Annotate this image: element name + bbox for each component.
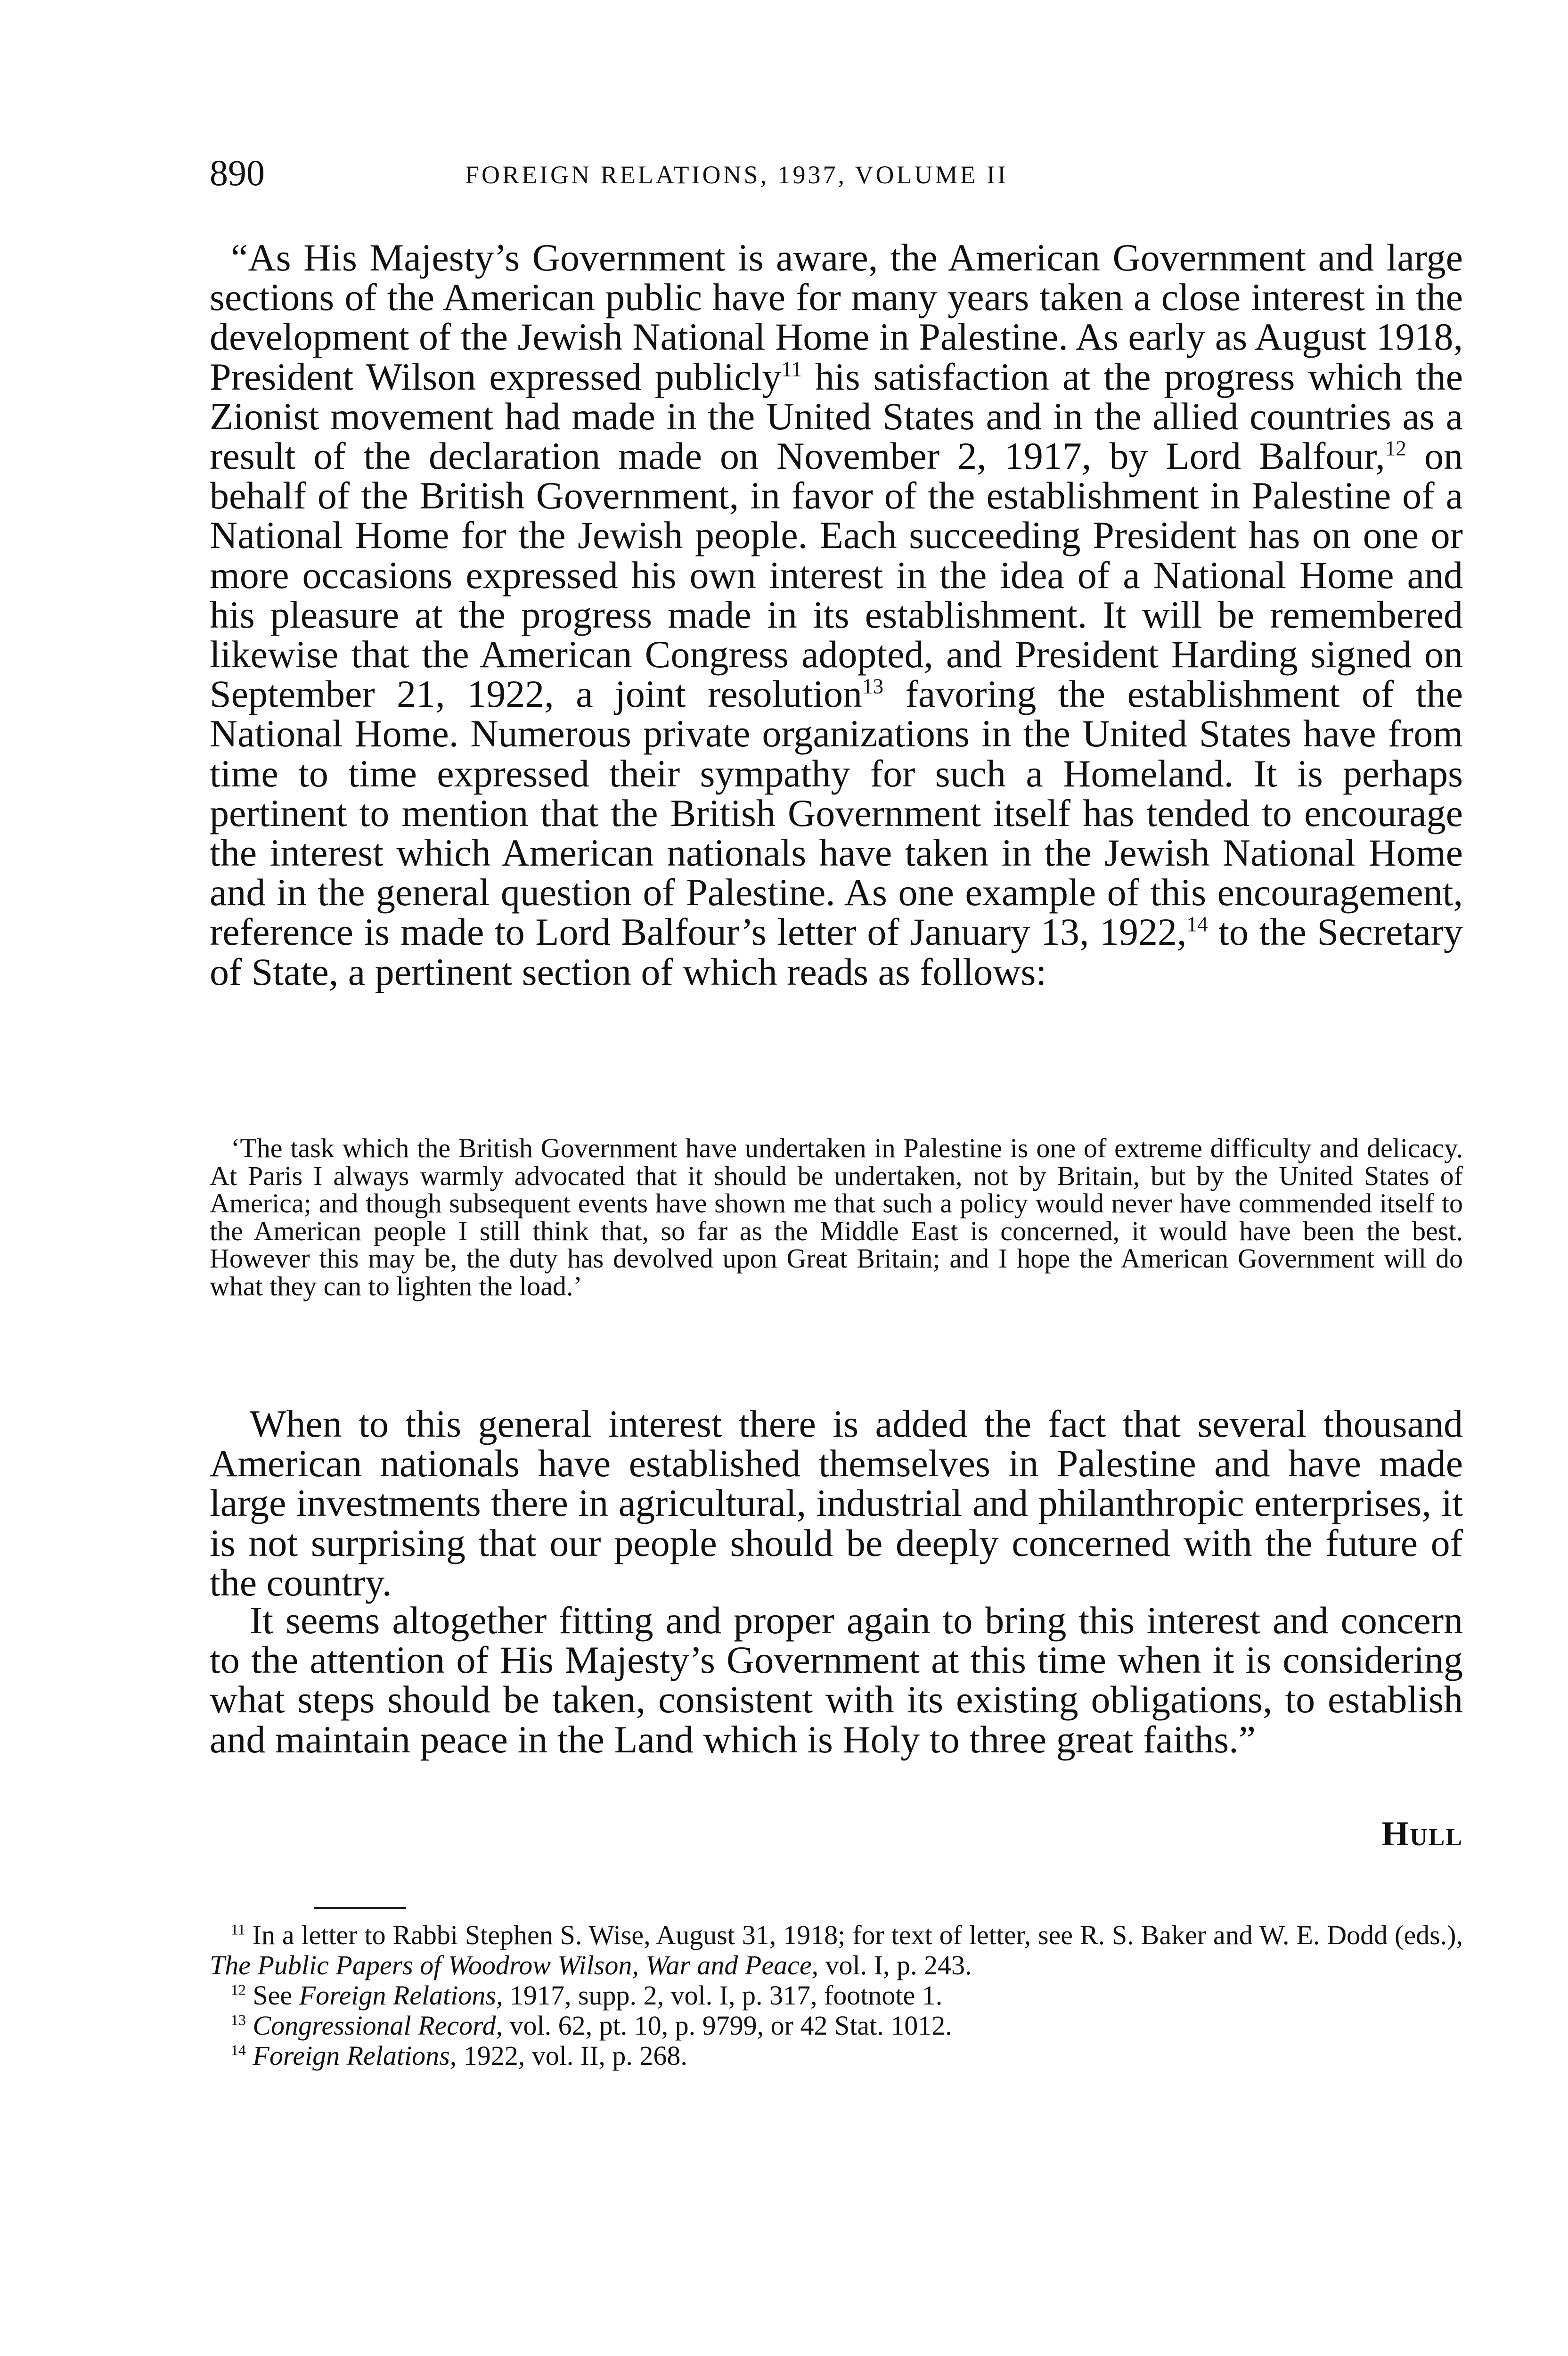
footnote-11 [210,1920,1463,1980]
paragraph-1-text-b: his satisfaction at the progress which the Zionist movement had made in the United States and in the allied countries as a result of the declaration made on November 2, 1917, by Lord Balfour, [210,355,1463,478]
footnote-title: Foreign Relations, [253,2040,457,2071]
footnote-title: Congressional Record, [253,2010,503,2041]
paragraph-1-text-c: on behalf of the British Government, in favor of the establishment in Palestine of a National Home for the Jewish people. Each succeeding President has on one or more occasions expressed his own interest in the idea of a National Home and his pleasure at the progress made in its establishment. It will be remembered likewise that the American Congress adopted, and President Harding signed on September 21, 1922, a joint resolution [210,434,1463,716]
footnote-text: vol. I, p. 243. [818,1950,972,1980]
footnotes [210,1920,1463,2071]
footnote-text: vol. 62, pt. 10, p. 9799, or 42 Stat. 1012. [502,2010,952,2041]
paragraph-1-text-e: to the Secretary of State, a pertinent section of which reads as follows: [210,910,1463,993]
footnote-text [246,2010,253,2041]
paragraph-1-text-d: favoring the establishment of the National Home. Numerous private organizations in the United States have from time to time expressed their sympathy for such a Homeland. It is perhaps pertinent to mention that the British Government itself has tended to encourage the interest which American nationals have taken in the Jewish National Home and in the general question of Palestine. As one example of this encouragement, reference is made to Lord Balfour’s letter of January 13, 1922, [210,672,1463,954]
footnote-ref-12: 12 [1385,436,1406,460]
footnote-title: The Public Papers of Woodrow Wilson, War and Peace, [210,1950,819,1980]
footnote-text [246,2040,253,2071]
footnote-number: 14 [231,2042,246,2059]
footnote-14 [210,2041,1463,2071]
footnote-number: 13 [231,2012,246,2029]
footnote-ref-14: 14 [1186,913,1208,937]
footnote-text: In a letter to Rabbi Stephen S. Wise, August 31, 1918; for text of letter, see R. S. Baker and W. E. Dodd (eds.), [245,1920,1463,1950]
block-quote: ‘The task which the British Government have undertaken in Palestine is one of extreme difficulty and delicacy. At Paris I always warmly advocated that it should be undertaken, not by Britain, but by the United States of America; and though subsequent events have shown me that such a policy would never have commended itself to the American people I still think that, so far as the Middle East is concerned, it would have been the best. However this may be, the duty has devolved upon Great Britain; and I hope the American Government will do what they can to lighten the load.’ [210,1133,1463,1301]
footnote-text: 1922, vol. II, p. 268. [457,2040,687,2071]
paragraph-3: It seems altogether fitting and proper again to bring this interest and concern to the attention of His Majesty’s Government at this time when it is considering what steps should be taken, consistent with its existing obligations, to establish and maintain peace in the Land which is Holy to three great faiths.” [210,1599,1463,1761]
page-number: 890 [210,152,265,193]
footnote-text: 1917, supp. 2, vol. I, p. 317, footnote 1. [503,1980,943,2011]
footnote-number: 11 [231,1921,245,1938]
running-head: FOREIGN RELATIONS, 1937, VOLUME II [465,161,1008,189]
footnote-number: 12 [231,1981,246,1998]
footnote-title: Foreign Relations, [299,1980,503,2011]
footnote-ref-13: 13 [862,674,884,698]
footnote-ref-11: 11 [781,357,802,381]
paragraph-2: When to this general interest there is added the fact that several thousand American nationals have established themselves in Palestine and have made large investments there in agricultural, industrial and philanthropic enterprises, it is not surprising that our people should be deeply concerned with the future of the country. [210,1402,1463,1604]
page-header [210,152,1463,204]
footnote-text: See [245,1980,299,2011]
footnote-12 [210,1980,1463,2011]
paragraph-1 [210,238,1463,992]
paragraph-1-text-a: “As His Majesty’s Government is aware, the American Government and large sections of the American public have for many years taken a close interest in the development of the Jewish National Home in Palestine. As early as August 1918, President Wilson expressed publicly [210,236,1463,398]
footnote-divider [314,1907,406,1909]
signature: Hull [1381,1815,1463,1853]
footnote-13 [210,2011,1463,2041]
